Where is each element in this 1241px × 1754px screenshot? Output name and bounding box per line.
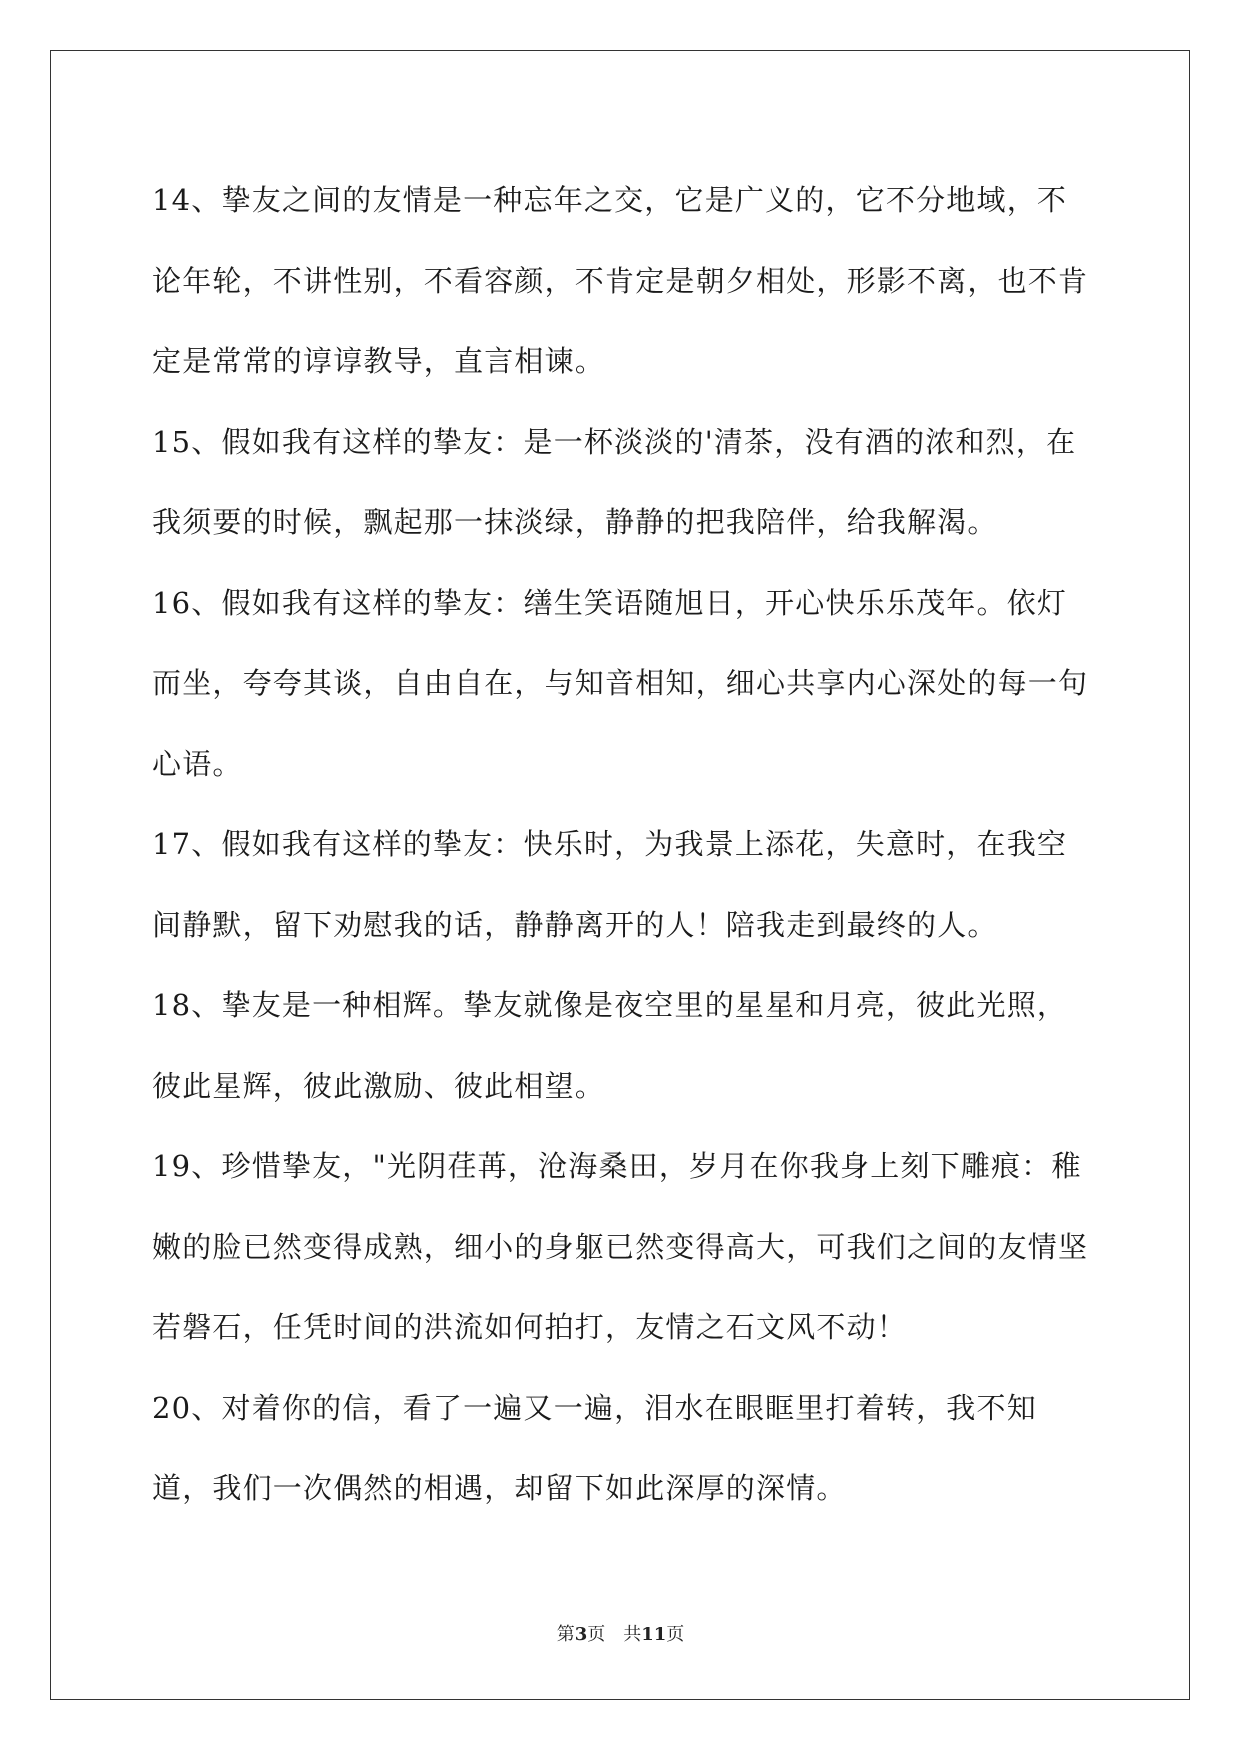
paragraph-18: 18、挚友是一种相辉。挚友就像是夜空里的星星和月亮，彼此光照，彼此星辉，彼此激励、彼此相望。 — [152, 988, 1068, 1103]
page-number-suffix: 页 — [587, 1624, 606, 1645]
page-footer — [0, 1620, 1241, 1646]
document-body — [152, 160, 1092, 1529]
paragraph-14: 14、挚友之间的友情是一种忘年之交，它是广义的，它不分地域，不论年轮，不讲性别，不看容颜，不肯定是朝夕相处，形影不离，也不肯定是常常的谆谆教导，直言相谏。 — [152, 183, 1089, 378]
page-total: 11 — [641, 1624, 667, 1645]
paragraph-17: 17、假如我有这样的挚友：快乐时，为我景上添花，失意时，在我空间静默，留下劝慰我的话，静静离开的人！陪我走到最终的人。 — [152, 827, 1068, 942]
paragraph-15: 15、假如我有这样的挚友：是一杯淡淡的'清茶，没有酒的浓和烈，在我须要的时候，飘起那一抹淡绿，静静的把我陪伴，给我解渴。 — [152, 424, 1077, 539]
paragraph-20: 20、对着你的信，看了一遍又一遍，泪水在眼眶里打着转，我不知道，我们一次偶然的相遇，却留下如此深厚的深情。 — [152, 1390, 1037, 1505]
paragraph-19: 19、珍惜挚友，"光阴荏苒，沧海桑田，岁月在你我身上刻下雕痕：稚嫩的脸已然变得成熟，细小的身躯已然变得高大，可我们之间的友情坚若磐石，任凭时间的洪流如何拍打，友情之石文风不动！ — [152, 1149, 1089, 1344]
page-number-prefix: 第 — [556, 1624, 575, 1645]
paragraph-16: 16、假如我有这样的挚友：缮生笑语随旭日，开心快乐乐茂年。依灯而坐，夸夸其谈，自由自在，与知音相知，细心共享内心深处的每一句心语。 — [152, 585, 1089, 781]
page-total-prefix: 共 — [623, 1624, 642, 1645]
page-total-suffix: 页 — [666, 1624, 685, 1645]
page-number-current: 3 — [574, 1624, 588, 1645]
